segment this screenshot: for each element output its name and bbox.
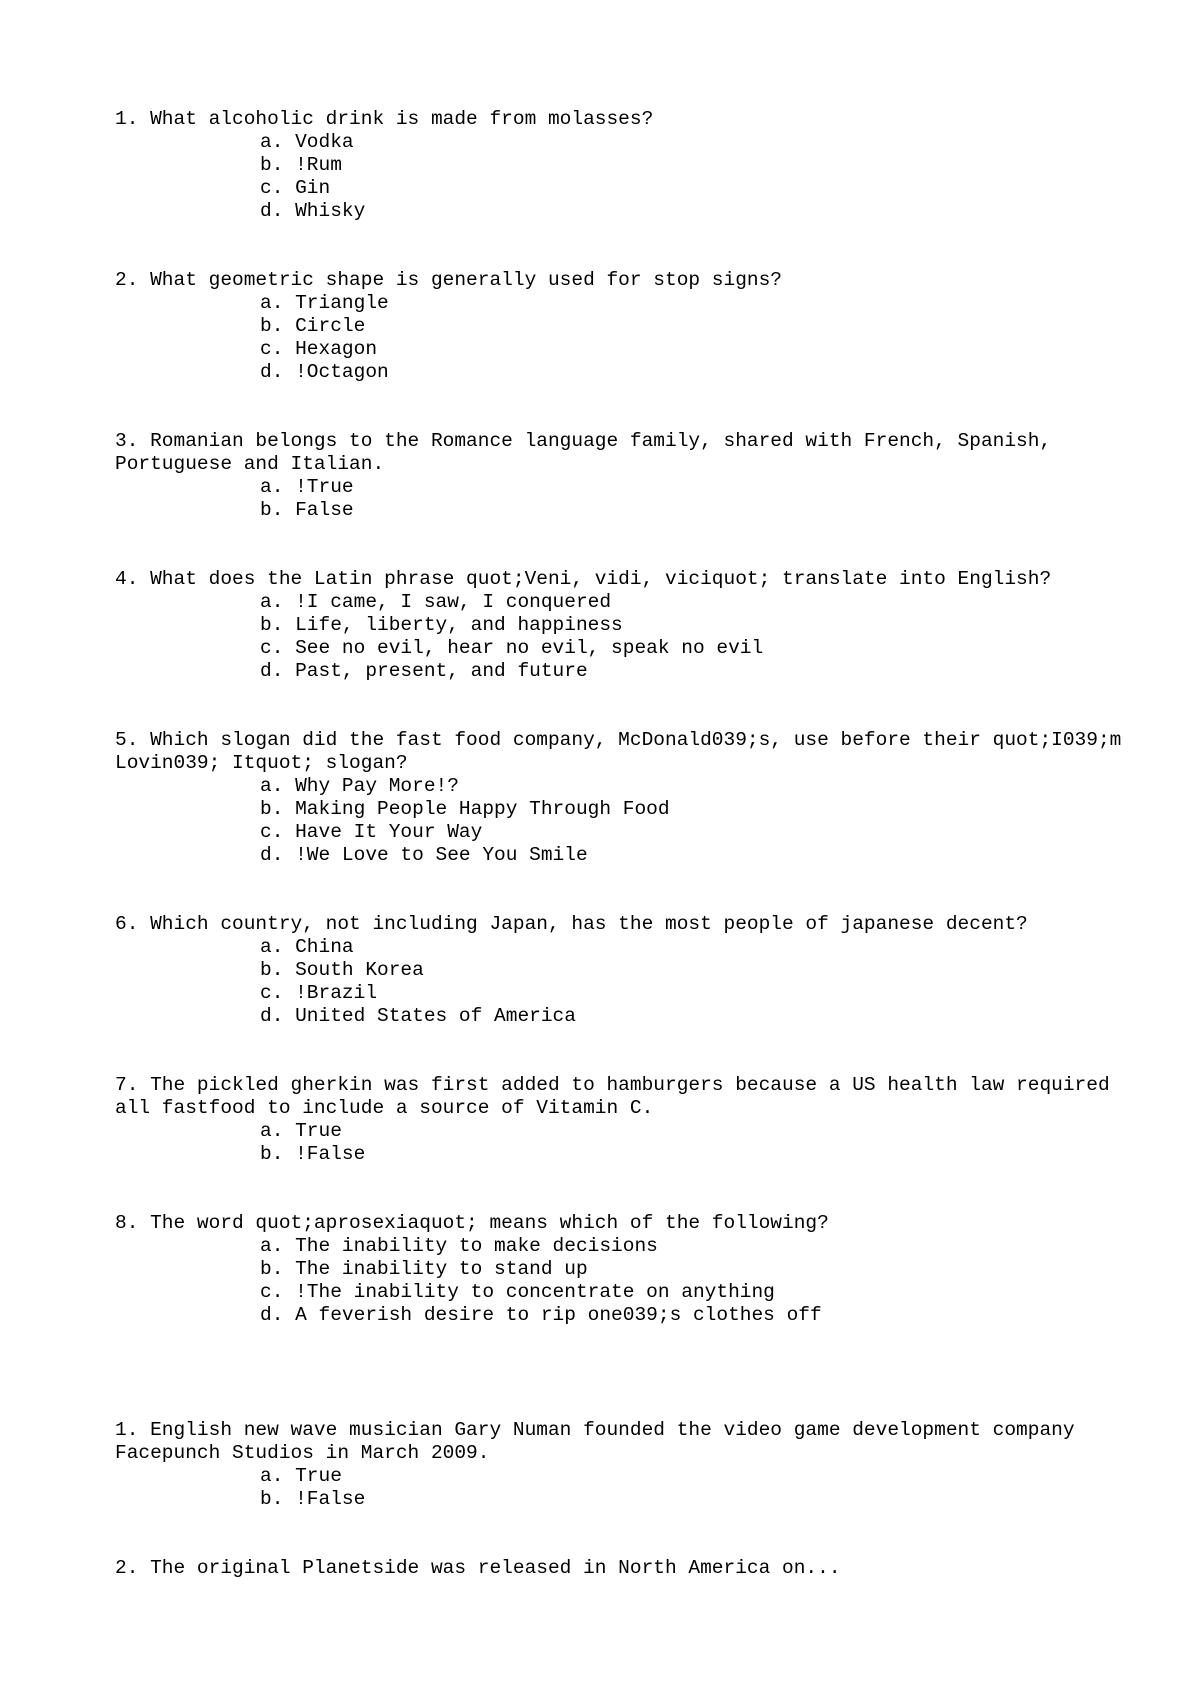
- answer-option: a. !I came, I saw, I conquered: [260, 591, 612, 613]
- question-text: 5. Which slogan did the fast food company, McDonald039;s, use before their quot;I039;m Lovin039; Itquot; slogan?: [115, 729, 1134, 774]
- answer-option: b. !Rum: [260, 154, 342, 176]
- answer-options: [115, 292, 1125, 384]
- answer-option: b. South Korea: [260, 959, 424, 981]
- answer-option: a. Why Pay More!?: [260, 775, 459, 797]
- answer-options: [115, 591, 1125, 683]
- answer-option: b. !False: [260, 1488, 366, 1510]
- question-8: [115, 1212, 1125, 1327]
- question-text: 7. The pickled gherkin was first added to hamburgers because a US health law required all fastfood to include a source of Vitamin C.: [115, 1074, 1122, 1119]
- question-text: 2. What geometric shape is generally used for stop signs?: [115, 269, 783, 291]
- answer-option: b. False: [260, 499, 354, 521]
- answer-option: c. Have It Your Way: [260, 821, 483, 843]
- answer-option: b. The inability to stand up: [260, 1258, 588, 1280]
- question-text: 2. The original Planetside was released in North America on...: [115, 1557, 841, 1579]
- question-4: [115, 568, 1125, 683]
- question-10: [115, 1557, 1125, 1580]
- answer-option: d. !Octagon: [260, 361, 389, 383]
- question-text: 8. The word quot;aprosexiaquot; means which of the following?: [115, 1212, 829, 1234]
- question-5: [115, 729, 1134, 867]
- answer-option: a. The inability to make decisions: [260, 1235, 658, 1257]
- answer-option: d. United States of America: [260, 1005, 576, 1027]
- answer-options: [115, 476, 1125, 522]
- answer-option: a. !True: [260, 476, 354, 498]
- answer-options: [115, 131, 1125, 223]
- answer-option: a. Triangle: [260, 292, 389, 314]
- answer-option: c. See no evil, hear no evil, speak no evil: [260, 637, 764, 659]
- answer-option: d. Whisky: [260, 200, 366, 222]
- answer-option: b. !False: [260, 1143, 366, 1165]
- question-3: [115, 430, 1125, 522]
- answer-options: [115, 1120, 1125, 1166]
- question-text: 4. What does the Latin phrase quot;Veni, vidi, viciquot; translate into English?: [115, 568, 1052, 590]
- answer-options: [115, 1465, 1125, 1511]
- answer-option: c. !The inability to concentrate on anything: [260, 1281, 775, 1303]
- question-2: [115, 269, 1125, 384]
- question-9: [115, 1419, 1125, 1511]
- answer-options: [115, 775, 1125, 867]
- answer-option: a. True: [260, 1465, 342, 1487]
- answer-option: a. China: [260, 936, 354, 958]
- question-1: [115, 108, 1125, 223]
- answer-option: c. !Brazil: [260, 982, 378, 1004]
- question-text: 3. Romanian belongs to the Romance language family, shared with French, Spanish, Portuguese and Italian.: [115, 430, 1063, 475]
- answer-option: a. True: [260, 1120, 342, 1142]
- question-text: 1. English new wave musician Gary Numan founded the video game development company Facepunch Studios in March 2009.: [115, 1419, 1087, 1464]
- answer-option: b. Making People Happy Through Food: [260, 798, 670, 820]
- answer-option: b. Circle: [260, 315, 366, 337]
- question-7: [115, 1074, 1125, 1166]
- answer-option: c. Gin: [260, 177, 331, 199]
- answer-option: b. Life, liberty, and happiness: [260, 614, 623, 636]
- answer-option: d. A feverish desire to rip one039;s clothes off: [260, 1304, 822, 1326]
- question-6: [115, 913, 1125, 1028]
- answer-options: [115, 1235, 1125, 1327]
- question-text: 1. What alcoholic drink is made from molasses?: [115, 108, 654, 130]
- answer-option: c. Hexagon: [260, 338, 378, 360]
- answer-option: a. Vodka: [260, 131, 354, 153]
- answer-options: [115, 936, 1125, 1028]
- answer-option: d. Past, present, and future: [260, 660, 588, 682]
- question-text: 6. Which country, not including Japan, has the most people of japanese decent?: [115, 913, 1028, 935]
- answer-option: d. !We Love to See You Smile: [260, 844, 588, 866]
